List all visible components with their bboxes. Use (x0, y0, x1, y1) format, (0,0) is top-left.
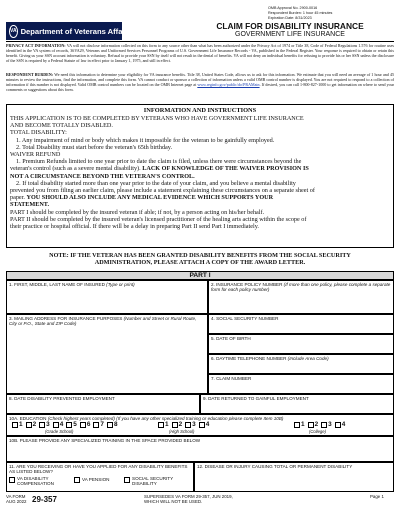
college-checkbox[interactable] (308, 422, 314, 428)
total-disability-item-1: 1. Any impairment of mind or body which makes it impossible for the veteran to be gainfully employed. (16, 136, 275, 144)
logo-text: Department of Veterans Affairs (20, 26, 132, 36)
footer-supersedes-2: WHICH WILL NOT BE USED. (144, 499, 203, 504)
expiration-date: Expiration Date: 8/31/2023 (268, 16, 312, 20)
college-checkbox[interactable] (335, 422, 341, 428)
privacy-text: VA will not disclose information collected on this form to any source other than what has been authorized under the Privacy Act of 1974 or Title 38, Code of Federal Regulations 1.576 for routine uses identified in the VA system of records, 36VA29, Veterans and Uniformed Services Personnel Programs of U.S. Government Life Insurance Records - VA, published in the Federal Register. Your response is required to obtain or retain this benefit. Giving us your SSN account information is voluntary. Refusal to provide your SSN by itself will not result in the denial of benefits. VA will not deny an individual benefits for refusing to provide his or her SSN unless the disclosure of the SSN is required by a Federal Statute of law in effect prior to January 1, 1975, and still in effect. (6, 43, 394, 64)
waiver-item-2c-text: paper. (10, 194, 25, 202)
college-number: 4 (341, 421, 346, 429)
part-2-instruction-a: PART II should be completed by the insured veteran's licensed practitioner of the healing arts acting within the scope of (10, 215, 307, 223)
va-seal-icon: VA (9, 25, 18, 38)
field-3-label: 3. MAILING ADDRESS FOR INSURANCE PURPOSES (9, 316, 123, 321)
instructions-heading: INFORMATION AND INSTRUCTIONS (143, 107, 257, 114)
field-10b-specialized-training[interactable] (6, 436, 394, 462)
omb-link[interactable]: www.reginfo.gov/public/do/PRAMain (197, 82, 260, 88)
waiver-item-2a: 2. If total disability started more than one year prior to the date of your claim, and you believe a mental disability (16, 179, 296, 187)
waiver-item-1d-text: NOT A CIRCUMSTANCE BEYOND THE VETERAN'S CONTROL. (10, 172, 195, 180)
grade-school-number: 1 (19, 421, 23, 429)
high-school-checkbox[interactable] (185, 422, 191, 428)
grade-school-number: 5 (73, 421, 77, 429)
field-1-insured-name[interactable] (6, 280, 208, 314)
field-2-sub: (If more than one policy, please complete a separate form for each policy number) (211, 282, 391, 293)
note-line-1: NOTE: IF THE VETERAN HAS BEEN GRANTED DISABILITY BENEFITS FROM THE SOCIAL SECURITY (49, 252, 351, 259)
waiver-item-2c (10, 194, 390, 201)
grade-school-checkbox[interactable] (93, 422, 99, 428)
form-subtitle: GOVERNMENT LIFE INSURANCE (235, 31, 345, 38)
field-2-label: 2. INSURANCE POLICY NUMBER (211, 282, 283, 287)
high-school-checkbox[interactable] (172, 422, 178, 428)
field-12-disease-injury[interactable] (194, 462, 394, 492)
waiver-item-2e-text: STATEMENT. (10, 201, 50, 209)
grade-school-checkbox[interactable] (39, 422, 45, 428)
field-1-sub: (Type or print) (106, 282, 135, 287)
grade-school-number: 8 (113, 421, 118, 429)
college-number: 2 (314, 421, 319, 429)
footer-page-number: Page 1 (370, 494, 384, 499)
waiver-item-2d: YOU SHOULD ALSO INCLUDE ANY MEDICAL EVIDENCE WHICH SUPPORTS YOUR (26, 194, 274, 202)
grade-school-group (9, 421, 118, 428)
va-pension-label: VA PENSION (82, 476, 110, 482)
field-10a-education (6, 414, 394, 436)
field-2-policy-number[interactable] (208, 280, 394, 314)
high-school-group (155, 421, 209, 428)
high-school-number: 4 (205, 421, 210, 429)
form-title: CLAIM FOR DISABILITY INSURANCE (216, 21, 364, 31)
waiver-item-1b-text: veteran's control (such as a severe mental disability). (10, 165, 141, 173)
field-10a-label: 10A. EDUCATION (9, 416, 47, 421)
part-1-instruction: PART I should be completed by the insured veteran if able; if not, by a person acting on his/her behalf. (10, 208, 265, 216)
grade-school-checkbox[interactable] (80, 422, 86, 428)
grade-school-number: 2 (32, 421, 37, 429)
field-9-date-returned[interactable] (200, 394, 394, 414)
burden-label: RESPONDENT BURDEN: (6, 72, 54, 77)
burden-text: We need this information to determine your eligibility for VA insurance benefits. Title 38, United States Code, allows us to ask for this information. We estimate that you will need an average of 1 hour and 45 minutes to review the instructions, find the information, and complete this form. VA cannot conduct or sponsor a collection of information unless a valid OMB control number is displayed. You are not required to respond to a collection of information if this number is not displayed. Valid OMB control numbers can be located on the OMB Internet page at (6, 72, 394, 88)
field-3-sub: (Number and Street or Rural Route, City or P.O., State and ZIP Code) (9, 316, 197, 327)
intro-line-1: THIS APPLICATION IS TO BE COMPLETED BY VETERANS WHO HAVE GOVERNMENT LIFE INSURANCE (10, 115, 304, 122)
grade-school-label: (Grade School) (45, 429, 74, 435)
benefit-options (9, 476, 191, 492)
privacy-act-paragraph (6, 43, 394, 63)
field-12-label: 12. DISEASE OR INJURY CAUSING TOTAL OR PERMANENT DISABILITY (197, 464, 353, 469)
field-10a-sub: (Check highest years completed) (If you have any other specialized training or education please complete Item 10B) (47, 416, 284, 421)
va-logo (6, 22, 132, 40)
footer-supersedes (144, 494, 233, 504)
va-pension-checkbox[interactable] (74, 477, 80, 483)
grade-school-checkbox[interactable] (53, 422, 59, 428)
social-security-label: SOCIAL SECURITY DISABILITY (132, 475, 174, 487)
part-1-heading: PART I (6, 271, 394, 280)
waiver-refund-heading: WAIVER REFUND (10, 151, 61, 159)
footer-va-form: VA FORM (6, 494, 26, 499)
footer-supersedes-1: SUPERSEDES VA FORM 29-357, JUN 2019, (144, 494, 233, 499)
grade-school-number: 3 (46, 421, 50, 429)
grade-school-checkbox[interactable] (107, 422, 113, 428)
part-2-instruction-b: their practice or hospital official. If there will be a delay in preparing Part II send Part I immediately. (10, 223, 259, 231)
field-11-label: 11. ARE YOU RECEIVING OR HAVE YOU APPLIED FOR ANY DISABILITY BENEFITS AS LISTED BELOW? (9, 464, 188, 475)
note-line-2: ADMINISTRATION, PLEASE ATTACH A COPY OF THE AWARD LETTER. (94, 259, 306, 267)
college-checkbox[interactable] (294, 422, 300, 428)
respondent-burden: Respondent Burden: 1 hour 45 minutes (268, 11, 333, 15)
college-number: 3 (328, 421, 332, 429)
waiver-item-2e (10, 201, 390, 208)
field-1-label: 1. FIRST, MIDDLE, LAST NAME OF INSURED (9, 282, 105, 287)
high-school-checkbox[interactable] (158, 422, 164, 428)
field-4-ssn[interactable] (208, 314, 394, 334)
waiver-item-1a: 1. Premium Refunds limited to one year prior to date the claim is filed, unless there were circumstances beyond the (16, 158, 302, 166)
grade-school-checkbox[interactable] (26, 422, 32, 428)
high-school-number: 3 (192, 421, 196, 429)
waiver-item-1b (10, 165, 390, 172)
grade-school-checkbox[interactable] (66, 422, 72, 428)
field-6-label: 6. DAYTIME TELEPHONE NUMBER (211, 356, 287, 361)
field-9-label: 9. DATE RETURNED TO GAINFUL EMPLOYMENT (203, 396, 309, 401)
ssa-note (6, 251, 394, 270)
waiver-item-1c: LACK OF KNOWLEDGE OF THE WAIVER PROVISION IS (142, 165, 309, 173)
college-group (291, 421, 345, 428)
field-7-label: 7. CLAIM NUMBER (211, 376, 252, 381)
footer-form-number: 29-357 (32, 495, 57, 504)
field-5-label: 5. DATE OF BIRTH (211, 336, 251, 341)
grade-school-number: 4 (59, 421, 64, 429)
total-disability-item-2: 2. Total Disability must start before the veteran's 65th birthday. (16, 143, 173, 151)
education-checkbox-row (9, 421, 391, 436)
va-compensation-checkbox[interactable] (9, 477, 15, 483)
waiver-item-1d (10, 173, 390, 180)
field-8-date-disability[interactable] (6, 394, 200, 414)
footer-form-id (6, 494, 27, 504)
waiver-item-2b: prevented you from filing an earlier claim, please include a statement explaining these circumstances on a separate sheet of (10, 187, 315, 195)
field-4-label: 4. SOCIAL SECURITY NUMBER (211, 316, 279, 321)
form-title-block (186, 22, 394, 39)
college-number: 1 (301, 421, 305, 429)
field-11-disability-benefits (6, 462, 194, 492)
field-6-daytime-phone[interactable] (208, 354, 394, 374)
respondent-burden-paragraph (6, 72, 394, 92)
high-school-number: 1 (165, 421, 169, 429)
header-divider (6, 41, 394, 42)
burden-tail: . If desired, you can call 1-800-827-1000 to get information on where to send your comments or suggestions about this form. (6, 82, 395, 93)
high-school-label: (High School) (169, 429, 195, 435)
field-7-claim-number[interactable] (208, 374, 394, 394)
field-6-sub: (Include Area Code) (287, 356, 329, 361)
field-8-label: 8. DATE DISABILITY PREVENTED EMPLOYMENT (9, 396, 115, 401)
field-5-date-of-birth[interactable] (208, 334, 394, 354)
total-disability-heading: TOTAL DISABILITY: (10, 129, 67, 137)
field-10b-label: 10B. PLEASE PROVIDE ANY SPECIALIZED TRAINING IN THE SPACE PROVIDED BELOW (9, 438, 201, 443)
grade-school-number: 6 (86, 421, 91, 429)
omb-info (268, 6, 396, 21)
footer-form-date: AUG 2022 (6, 499, 27, 504)
college-checkbox[interactable] (321, 422, 327, 428)
intro-line-2: AND BECOME TOTALLY DISABLED. (10, 122, 113, 130)
form-header (6, 22, 394, 40)
va-compensation-label: VA DISABILITY COMPENSATION (17, 475, 54, 487)
grade-school-number: 7 (100, 421, 104, 429)
high-school-number: 2 (178, 421, 183, 429)
omb-approval: OMB Approval No. 2900-0016 (268, 6, 318, 10)
social-security-checkbox[interactable] (124, 477, 130, 483)
college-label: (College) (309, 429, 326, 435)
field-3-mailing-address[interactable] (6, 314, 208, 394)
grade-school-checkbox[interactable] (12, 422, 18, 428)
privacy-label: PRIVACY ACT INFORMATION: (6, 43, 66, 48)
instructions-box (6, 104, 394, 248)
high-school-checkbox[interactable] (199, 422, 205, 428)
